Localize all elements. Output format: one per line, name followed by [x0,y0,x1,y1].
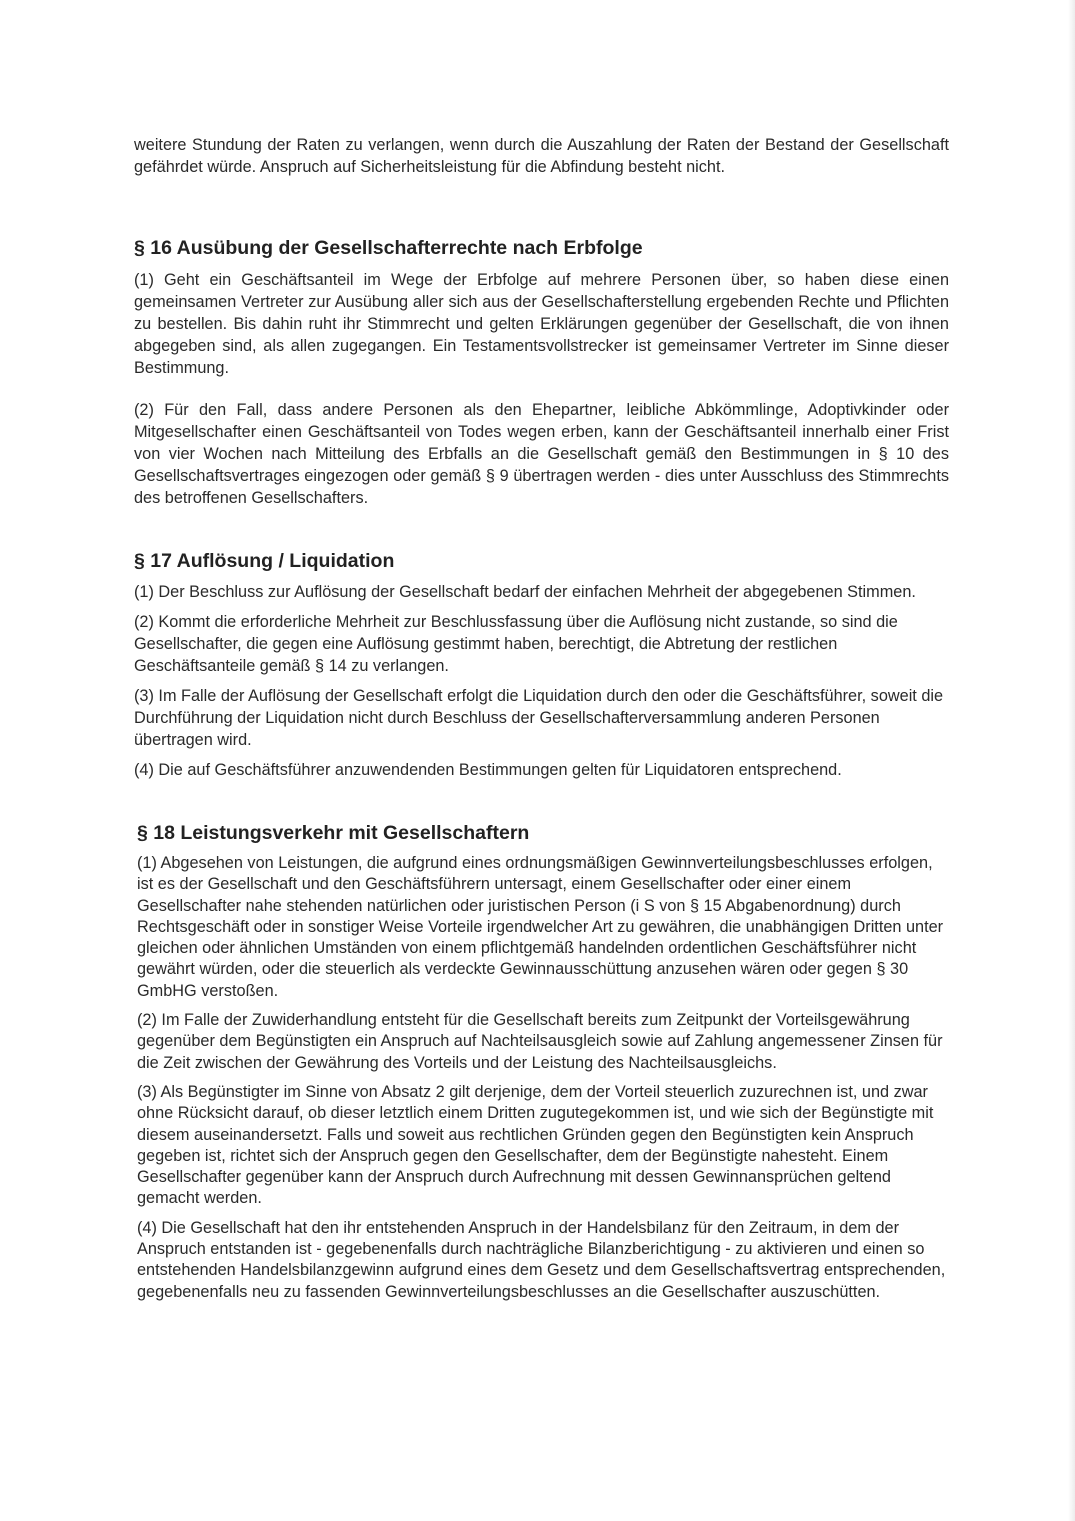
section-17 [134,549,949,781]
section-18-paragraph-1: (1) Abgesehen von Leistungen, die aufgrund eines ordnungsmäßigen Gewinnverteilungsbeschlusses erfolgen, ist es der Gesellschaft und den Geschäftsführern untersagt, einem Gesellschafter oder einer einem Gesellschafter nahe stehenden natürlichen oder juristischen Person (i S von § 15 Abgabenordnung) durch Rechtsgeschäft oder in sonstiger Weise Vorteile irgendwelcher Art zu gewähren, die unabhängigen Dritten unter gleichen oder ähnlichen Umständen von einem pflichtgemäß handelnden ordentlichen Geschäftsführer nicht gewährt würden, oder die steuerlich als verdeckte Gewinnausschüttung anzusehen wären oder gegen § 30 GmbHG verstoßen. [137,854,944,1000]
section-17-title: § 17 Auflösung / Liquidation [134,550,395,572]
section-17-paragraph-3: (3) Im Falle der Auflösung der Gesellschaft erfolgt die Liquidation durch den oder die Geschäftsführer, soweit die Durchführung der Liquidation nicht durch Beschluss der Gesellschafterversammlung anderen Personen übertragen wird. [134,687,944,749]
section-17-paragraph-2: (2) Kommt die erforderliche Mehrheit zur Beschlussfassung über die Auflösung nicht zustande, so sind die Gesellschafter, die gegen eine Auflösung gestimmt haben, berechtigt, die Abtretung der restlichen Geschäftsanteile gemäß § 14 zu verlangen. [134,613,898,675]
section-18-paragraph-4: (4) Die Gesellschaft hat den ihr entstehenden Anspruch in der Handelsbilanz für den Zeitraum, in dem der Anspruch entstanden ist - gegebenenfalls durch nachträgliche Bilanzberichtigung - zu aktivieren und einen so entstehenden Handelsbilanzgewinn aufgrund eines dem Gesetz und dem Gesellschaftsvertrag entsprechenden, gegebenenfalls neu zu fassenden Gewinnverteilungsbeschlusses an die Gesellschafter auszuschütten. [137,1218,946,1301]
section-18-paragraph-3: (3) Als Begünstigter im Sinne von Absatz 2 gilt derjenige, dem der Vorteil steuerlich zuzurechnen ist, und zwar ohne Rücksicht darauf, ob dieser letztlich einem Dritten zugutegekommen ist, und wie sich der Begünstigte mit diesem auseinandersetzt. Falls und soweit aus rechtlichen Gründen gegen den Begünstigten kein Anspruch gegeben ist, richtet sich der Anspruch gegen den Gesellschafter, dem der Begünstigte nahesteht. Einem Gesellschafter gegenüber kann der Anspruch durch Aufrechnung mit dessen Gewinnansprüchen geltend gemacht werden. [137,1082,934,1208]
section-16-paragraph-2: (2) Für den Fall, dass andere Personen als den Ehepartner, leibliche Abkömmlinge, Adoptivkinder oder Mitgesellschafter einen Geschäftsanteil von Todes wegen erben, kann der Geschäftsanteil innerhalb einer Frist von vier Wochen nach Mitteilung des Erbfalls an die Gesellschaft gemäß den Bestimmungen in § 10 des Gesellschaftsvertrages eingezogen oder gemäß § 9 übertragen werden - dies unter Ausschluss des Stimmrechts des betroffenen Gesellschafters. [134,401,949,507]
document-body [134,134,949,1311]
section-18 [137,821,952,1303]
section-18-paragraph-2: (2) Im Falle der Zuwiderhandlung entsteht für die Gesellschaft bereits zum Zeitpunkt der Vorteilsgewährung gegenüber dem Begünstigten ein Anspruch auf Nachteilsausgleich sowie auf Zahlung angemessener Zinsen für die Zeit zwischen der Gewährung des Vorteils und der Leistung des Nachteilsausgleichs. [137,1011,943,1072]
section-16 [134,236,949,509]
section-18-title: § 18 Leistungsverkehr mit Gesellschaftern [137,822,530,844]
section-17-paragraph-1: (1) Der Beschluss zur Auflösung der Gesellschaft bedarf der einfachen Mehrheit der abgegebenen Stimmen. [134,583,916,601]
section-17-paragraph-4: (4) Die auf Geschäftsführer anzuwendenden Bestimmungen gelten für Liquidatoren entsprechend. [134,761,842,779]
scan-edge-shadow [1068,0,1075,1521]
section-16-paragraph-1: (1) Geht ein Geschäftsanteil im Wege der Erbfolge auf mehrere Personen über, so haben diese einen gemeinsamen Vertreter zur Ausübung aller sich aus der Gesellschafterstellung ergebenden Rechte und Pflichten zu bestellen. Bis dahin ruht ihr Stimmrecht und gelten Erklärungen gegenüber der Gesellschaft, die von ihnen abgegeben sind, als allen zugegangen. Ein Testamentsvollstrecker ist gemeinsamer Vertreter im Sinne dieser Bestimmung. [134,271,949,377]
intro-paragraph: weitere Stundung der Raten zu verlangen, wenn durch die Auszahlung der Raten der Bestand der Gesellschaft gefährdet würde. Anspruch auf Sicherheitsleistung für die Abfindung besteht nicht. [134,136,949,176]
section-16-title: § 16 Ausübung der Gesellschafterrechte nach Erbfolge [134,237,643,259]
